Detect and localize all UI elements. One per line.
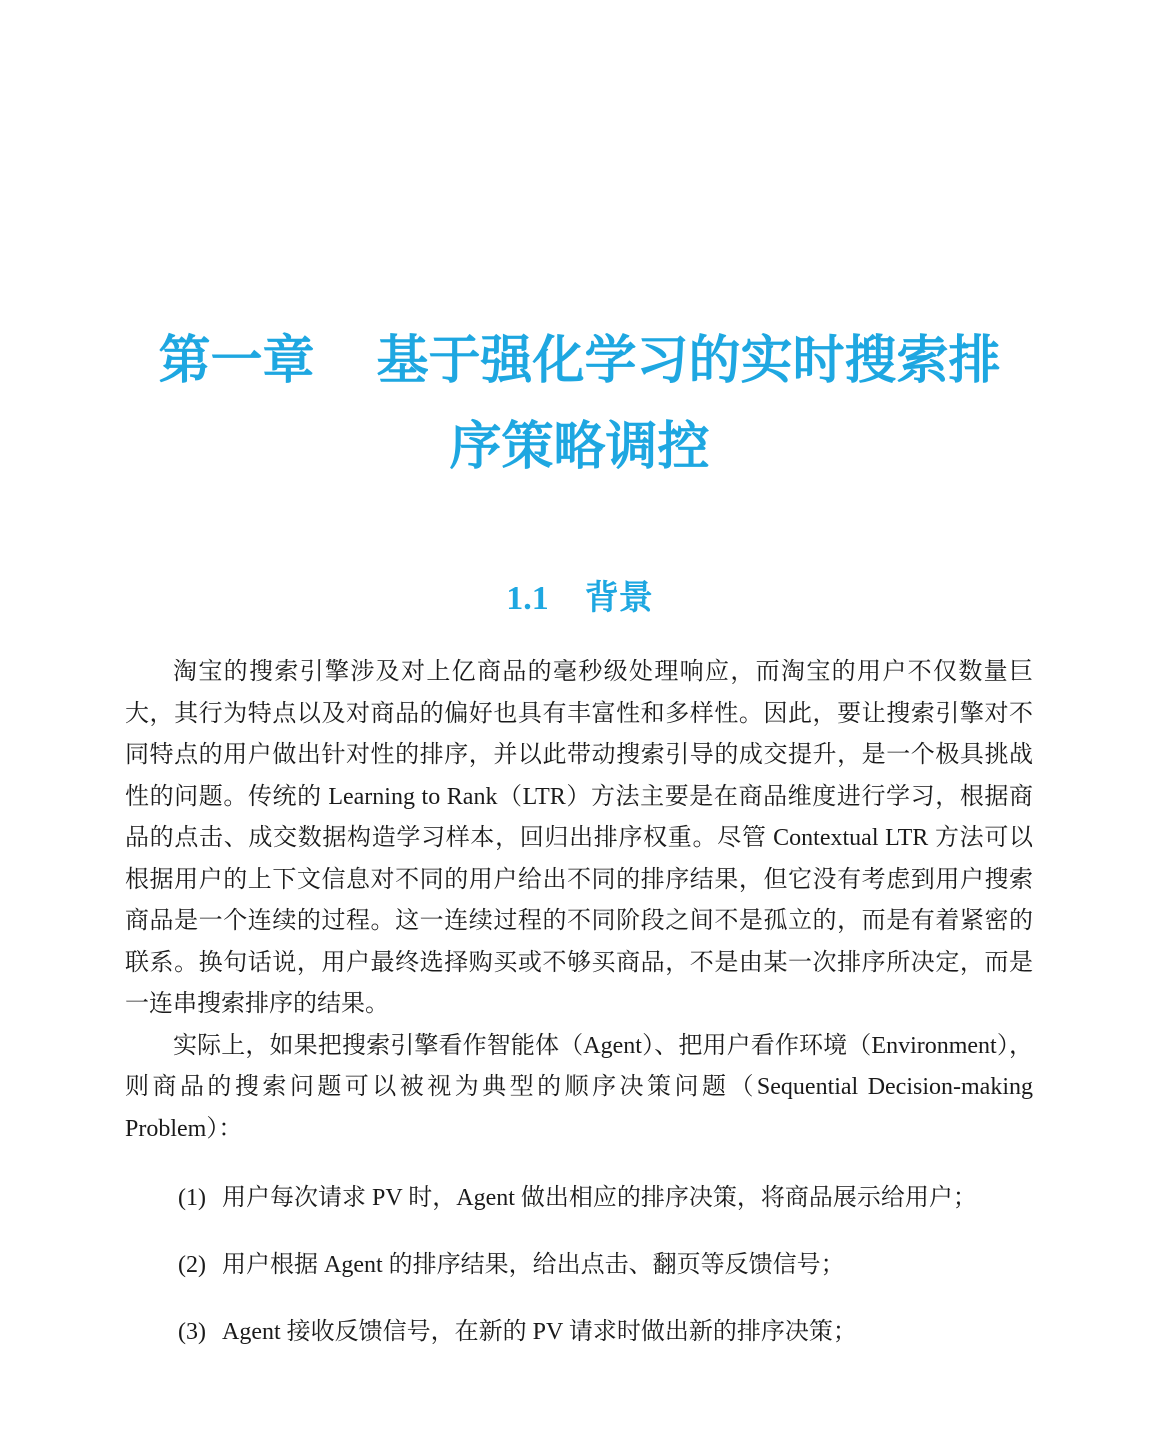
body-text bbox=[125, 652, 1033, 1150]
list-item bbox=[178, 1312, 1058, 1352]
list-item-text: 用户根据 Agent 的排序结果，给出点击、翻页等反馈信号； bbox=[222, 1252, 845, 1278]
list-item-text: 用户每次请求 PV 时，Agent 做出相应的排序决策，将商品展示给用户； bbox=[222, 1185, 977, 1211]
paragraph: 实际上，如果把搜索引擎看作智能体（Agent）、把用户看作环境（Environment），则商品的搜索问题可以被视为典型的顺序决策问题（Sequential Decision-making Problem）： bbox=[125, 1032, 1033, 1142]
chapter-title-line-2: 序策略调控 bbox=[449, 417, 710, 477]
list-marker: (3) bbox=[178, 1319, 206, 1345]
chapter-number: 第一章 bbox=[158, 331, 315, 391]
paragraph: 淘宝的搜索引擎涉及对上亿商品的毫秒级处理响应，而淘宝的用户不仅数量巨大，其行为特点以及对商品的偏好也具有丰富性和多样性。因此，要让搜索引擎对不同特点的用户做出针对性的排序，并以此带动搜索引导的成交提升，是一个极具挑战性的问题。传统的 Learning to Rank（LTR）方法主要是在商品维度进行学习，根据商品的点击、成交数据构造学习样本，回归出排序权重。尽管 Contextual LTR 方法可以根据用户的上下文信息对不同的用户给出不同的排序结果，但它没有考虑到用户搜索商品是一个连续的过程。这一连续过程的不同阶段之间不是孤立的，而是有着紧密的联系。换句话说，用户最终选择购买或不够买商品，不是由某一次排序所决定，而是一连串搜索排序的结果。 bbox=[125, 659, 1033, 1017]
section-heading bbox=[100, 573, 1059, 624]
chapter-title bbox=[100, 318, 1059, 490]
list-item bbox=[178, 1245, 1058, 1285]
list-marker: (1) bbox=[178, 1185, 206, 1211]
list-item-text: Agent 接收反馈信号，在新的 PV 请求时做出新的排序决策； bbox=[222, 1319, 857, 1345]
list-marker: (2) bbox=[178, 1252, 206, 1278]
list-item bbox=[178, 1178, 1058, 1218]
chapter-title-line-1 bbox=[100, 318, 1059, 404]
section-title: 背景 bbox=[584, 578, 653, 618]
chapter-title-text: 基于强化学习的实时搜索排 bbox=[376, 331, 1001, 391]
section-number: 1.1 bbox=[506, 580, 549, 617]
